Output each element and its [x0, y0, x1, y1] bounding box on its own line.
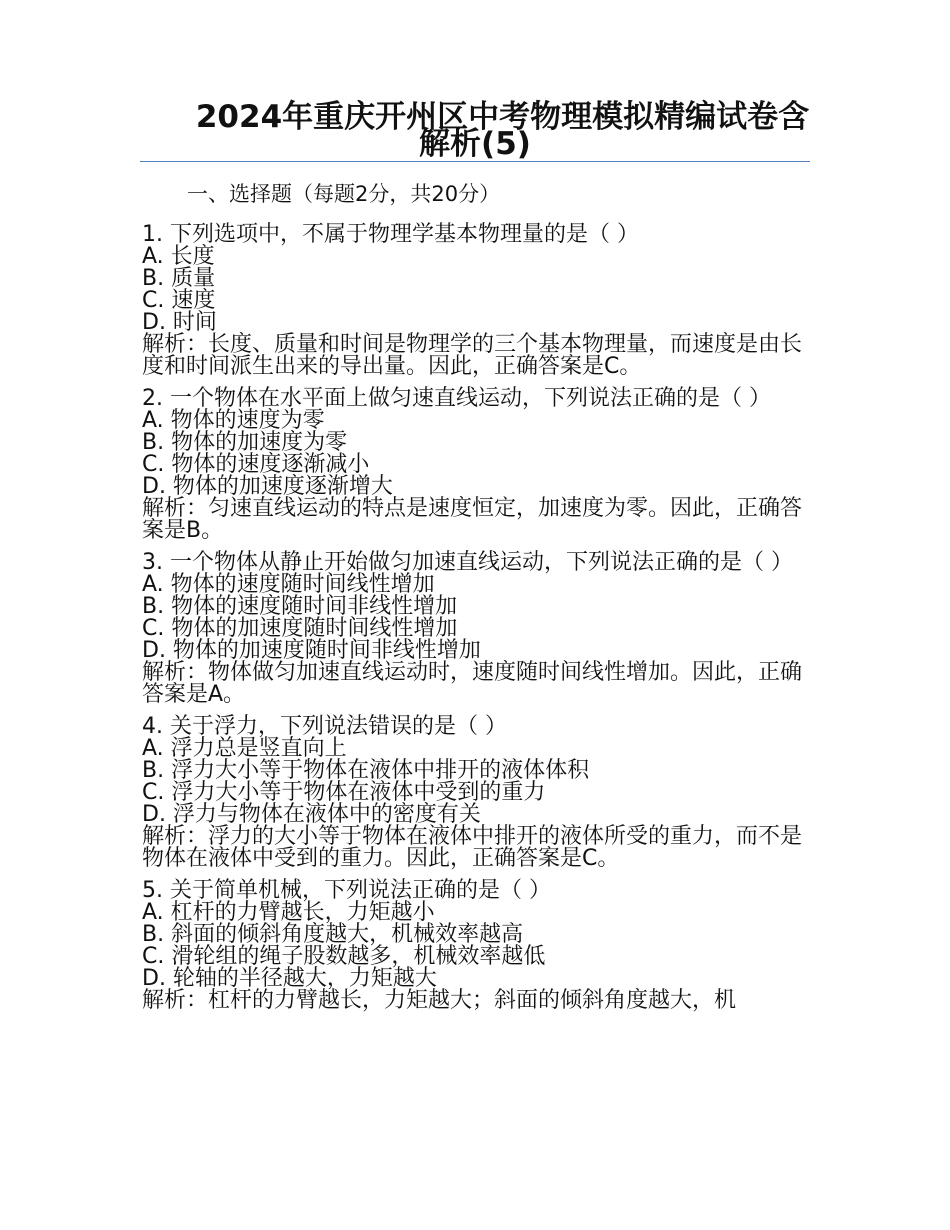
- option-a: A. 物体的速度随时间线性增加: [142, 572, 435, 597]
- option-a: A. 杠杆的力臂越长，力矩越小: [142, 900, 435, 925]
- option-c: C. 物体的速度逐渐减小: [142, 452, 370, 477]
- question-stem: 5. 关于简单机械，下列说法正确的是（ ）: [142, 878, 551, 903]
- analysis-text: 解析：物体做匀加速直线运动时，速度随时间线性增加。因此，正确答案是A。: [142, 660, 803, 707]
- section-heading: 一、选择题（每题2分，共20分）: [187, 182, 501, 206]
- option-c: C. 速度: [142, 288, 216, 313]
- option-b: B. 物体的速度随时间非线性增加: [142, 594, 458, 619]
- option-b: B. 质量: [142, 266, 216, 291]
- question-5: [142, 880, 814, 1012]
- analysis-text: 解析：杠杆的力臂越长，力矩越大；斜面的倾斜角度越大，机: [142, 988, 737, 1013]
- analysis-text: 解析：匀速直线运动的特点是速度恒定，加速度为零。因此，正确答案是B。: [142, 496, 803, 543]
- option-b: B. 浮力大小等于物体在液体中排开的液体体积: [142, 758, 590, 783]
- question-list: [142, 224, 814, 1022]
- option-b: B. 物体的加速度为零: [142, 430, 348, 455]
- option-a: A. 物体的速度为零: [142, 408, 325, 433]
- question-3: [142, 552, 814, 706]
- option-d: D. 浮力与物体在液体中的密度有关: [142, 802, 481, 827]
- option-c: C. 滑轮组的绳子股数越多，机械效率越低: [142, 944, 546, 969]
- option-c: C. 浮力大小等于物体在液体中受到的重力: [142, 780, 546, 805]
- option-c: C. 物体的加速度随时间线性增加: [142, 616, 458, 641]
- question-stem: 4. 关于浮力，下列说法错误的是（ ）: [142, 714, 507, 739]
- option-d: D. 物体的加速度随时间非线性增加: [142, 638, 481, 663]
- question-stem: 2. 一个物体在水平面上做匀速直线运动，下列说法正确的是（ ）: [142, 386, 771, 411]
- question-1: [142, 224, 814, 378]
- question-2: [142, 388, 814, 542]
- option-b: B. 斜面的倾斜角度越大，机械效率越高: [142, 922, 524, 947]
- document-title: 2024年重庆开州区中考物理模拟精编试卷含解析(5): [195, 99, 810, 162]
- option-a: A. 浮力总是竖直向上: [142, 736, 347, 761]
- option-d: D. 轮轴的半径越大，力矩越大: [142, 966, 437, 991]
- question-stem: 3. 一个物体从静止开始做匀加速直线运动，下列说法正确的是（ ）: [142, 550, 793, 575]
- question-4: [142, 716, 814, 870]
- option-a: A. 长度: [142, 244, 215, 269]
- title-divider: [140, 161, 810, 162]
- analysis-text: 解析：浮力的大小等于物体在液体中排开的液体所受的重力，而不是物体在液体中受到的重力。因此，正确答案是C。: [142, 824, 803, 871]
- question-stem: 1. 下列选项中，不属于物理学基本物理量的是（ ）: [142, 222, 639, 247]
- option-d: D. 时间: [142, 310, 217, 335]
- option-d: D. 物体的加速度逐渐增大: [142, 474, 393, 499]
- analysis-text: 解析：长度、质量和时间是物理学的三个基本物理量，而速度是由长度和时间派生出来的导出量。因此，正确答案是C。: [142, 332, 803, 379]
